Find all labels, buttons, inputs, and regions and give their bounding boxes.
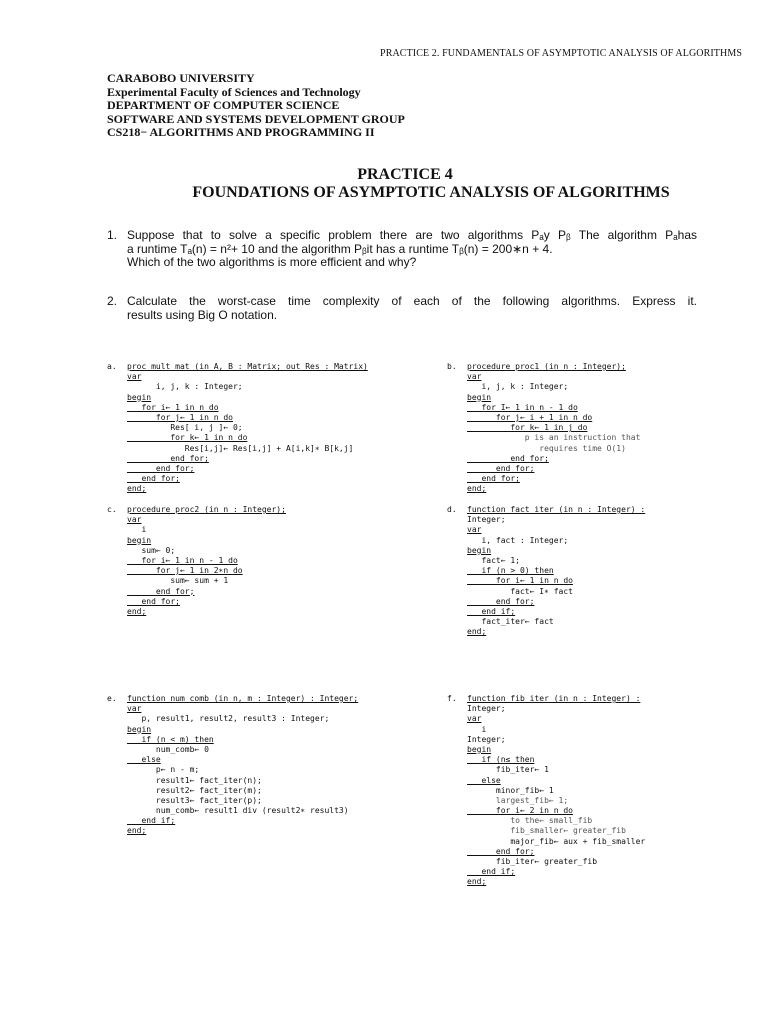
department-name: DEPARTMENT OF COMPUTER SCIENCE <box>107 98 340 112</box>
code-line: end; <box>127 826 147 836</box>
code-line: procedure proc2 (in n : Integer); <box>127 505 286 514</box>
practice-title: PRACTICE 4 <box>357 166 453 183</box>
code-line: i <box>127 525 147 535</box>
running-header: PRACTICE 2. FUNDAMENTALS OF ASYMPTOTIC ANALYSIS OF ALGORITHMS <box>380 48 742 59</box>
algorithm-c-code <box>127 505 286 617</box>
code-line: var <box>467 372 482 382</box>
code-line: fact_iter← fact <box>467 617 554 627</box>
code-line: i, fact : Integer; <box>467 535 569 545</box>
algorithm-d-label: d. <box>447 505 457 514</box>
question-line: results using Big O notation. <box>127 307 278 322</box>
code-line: begin <box>127 535 152 545</box>
code-line: Integer; <box>467 734 506 744</box>
code-line: sum← 0; <box>127 545 176 555</box>
code-line: i, j, k : Integer; <box>467 382 569 392</box>
code-line: procedure proc1 (in n : Integer); <box>467 362 626 371</box>
code-line: fib_smaller← greater_fib <box>467 826 626 836</box>
question-line: a runtime Tₐ(n) = n²+ 10 and the algorithm Pᵦit has a runtime Tᵦ(n) = 200∗n + 4. <box>127 241 553 256</box>
code-line: end_for; <box>127 586 195 596</box>
code-line: function fib_iter (in n : Integer) : <box>467 694 641 703</box>
algorithm-d-code <box>467 505 645 637</box>
code-line: result2← fact_iter(m); <box>127 785 262 795</box>
code-line: var <box>127 372 142 382</box>
algorithm-f-code <box>467 694 645 888</box>
code-line: fib_iter← 1 <box>467 765 549 775</box>
code-line: end_for; <box>467 474 520 484</box>
algorithm-c-label: c. <box>107 505 117 514</box>
algorithm-e-label: e. <box>107 694 117 703</box>
code-line: num_comb← 0 <box>127 744 209 754</box>
algorithm-e-code <box>127 694 358 837</box>
code-line: p is an instruction that <box>467 433 641 443</box>
code-line: i <box>467 724 487 734</box>
code-line: for j← 1 in n do <box>127 412 233 422</box>
institution-block <box>107 72 405 140</box>
question-2 <box>107 295 697 322</box>
code-line: i, j, k : Integer; <box>127 382 243 392</box>
code-line: end; <box>127 484 147 494</box>
code-line: p, result1, result2, result3 : Integer; <box>127 714 330 724</box>
university-name: CARABOBO UNIVERSITY <box>107 71 255 85</box>
group-name: SOFTWARE AND SYSTEMS DEVELOPMENT GROUP <box>107 111 405 126</box>
code-line: else <box>127 755 161 765</box>
question-line: Calculate the worst-case time complexity of each of the following algorithms. Express it. <box>127 294 697 308</box>
code-line: largest_fib← 1; <box>467 795 569 805</box>
algorithm-b-code <box>467 362 640 494</box>
code-line: var <box>467 525 482 535</box>
code-line: function fact_iter (in n : Integer) : <box>467 505 646 514</box>
code-line: if (n≤ then <box>467 755 535 765</box>
code-line: p← n - m; <box>127 765 200 775</box>
code-line: end_for; <box>127 463 195 473</box>
code-line: for i← 2 in n do <box>467 806 573 816</box>
code-line: begin <box>467 545 492 555</box>
code-line: var <box>127 704 142 714</box>
code-line: for j← i + 1 in n do <box>467 412 593 422</box>
code-line: end; <box>467 627 487 637</box>
code-line: function num_comb (in n, m : Integer) : Integer; <box>127 694 359 703</box>
code-line: Res[ i, j ]← 0; <box>127 423 243 433</box>
code-line: end; <box>467 877 487 887</box>
code-line: if (n > 0) then <box>467 566 554 576</box>
code-line: for k← 1 in j do <box>467 423 588 433</box>
code-line: var <box>127 515 142 525</box>
question-number: 2. <box>107 294 118 308</box>
code-line: num_comb← result1 div (result2∗ result3) <box>127 806 349 816</box>
code-line: end_if; <box>127 816 176 826</box>
code-line: end; <box>467 484 487 494</box>
code-line: end_for; <box>127 596 180 606</box>
algorithm-b-label: b. <box>447 362 457 371</box>
code-line: proc mult_mat (in A, B : Matrix; out Res : Matrix) <box>127 362 368 371</box>
code-line: for i← 1 in n do <box>467 576 573 586</box>
code-line: var <box>467 714 482 724</box>
code-line: end_for; <box>127 474 180 484</box>
code-line: Res[i,j]← Res[i,j] + A[i,k]∗ B[k,j] <box>127 443 354 453</box>
question-line: Suppose that to solve a specific problem there are two algorithms Pₐy Pᵦ The algorithm Pₐhas <box>127 228 697 242</box>
code-line: end_for; <box>467 596 535 606</box>
algorithm-f-label: f. <box>447 694 457 703</box>
code-line: for i← 1 in n do <box>127 402 219 412</box>
code-line: Integer; <box>467 704 506 714</box>
question-line: Which of the two algorithms is more efficient and why? <box>127 255 417 269</box>
code-line: requires time O(1) <box>467 443 626 453</box>
code-line: result3← fact_iter(p); <box>127 795 262 805</box>
practice-subtitle: FOUNDATIONS OF ASYMPTOTIC ANALYSIS OF ALGORITHMS <box>192 184 670 201</box>
code-line: end_for; <box>467 453 549 463</box>
algorithm-a-code <box>127 362 368 494</box>
code-line: end_for; <box>467 846 535 856</box>
code-line: for k← 1 in n do <box>127 433 248 443</box>
course-name: CS218− ALGORITHMS AND PROGRAMMING II <box>107 125 375 139</box>
code-line: begin <box>467 744 492 754</box>
code-line: end_for; <box>467 463 535 473</box>
code-line: if (n < m) then <box>127 734 214 744</box>
code-line: for i← 1 in n - 1 do <box>127 555 238 565</box>
code-line: to the← small_fib <box>467 816 593 826</box>
faculty-name: Experimental Faculty of Sciences and Technology <box>107 84 361 99</box>
code-line: fact← 1; <box>467 555 520 565</box>
code-line: fact← I∗ fact <box>467 586 573 596</box>
code-line: end; <box>127 606 147 616</box>
code-line: end_for; <box>127 453 209 463</box>
code-line: for I← 1 in n - 1 do <box>467 402 578 412</box>
code-line: Integer; <box>467 515 506 525</box>
algorithm-a-label: a. <box>107 362 117 371</box>
code-line: for j← 1 in 2∗n do <box>127 566 243 576</box>
question-number: 1. <box>107 228 118 242</box>
code-line: end_if; <box>467 606 516 616</box>
question-1 <box>107 229 697 270</box>
code-line: sum← sum + 1 <box>127 576 229 586</box>
code-line: else <box>467 775 501 785</box>
code-line: fib_iter← greater_fib <box>467 857 598 866</box>
code-line: minor_fib← 1 <box>467 785 554 795</box>
code-line: begin <box>467 392 492 402</box>
code-line: begin <box>127 392 152 402</box>
code-line: end_if; <box>467 867 516 877</box>
code-line: begin <box>127 724 152 734</box>
code-line: result1← fact_iter(n); <box>127 775 262 785</box>
code-line: major_fib← aux + fib_smaller <box>467 836 646 846</box>
